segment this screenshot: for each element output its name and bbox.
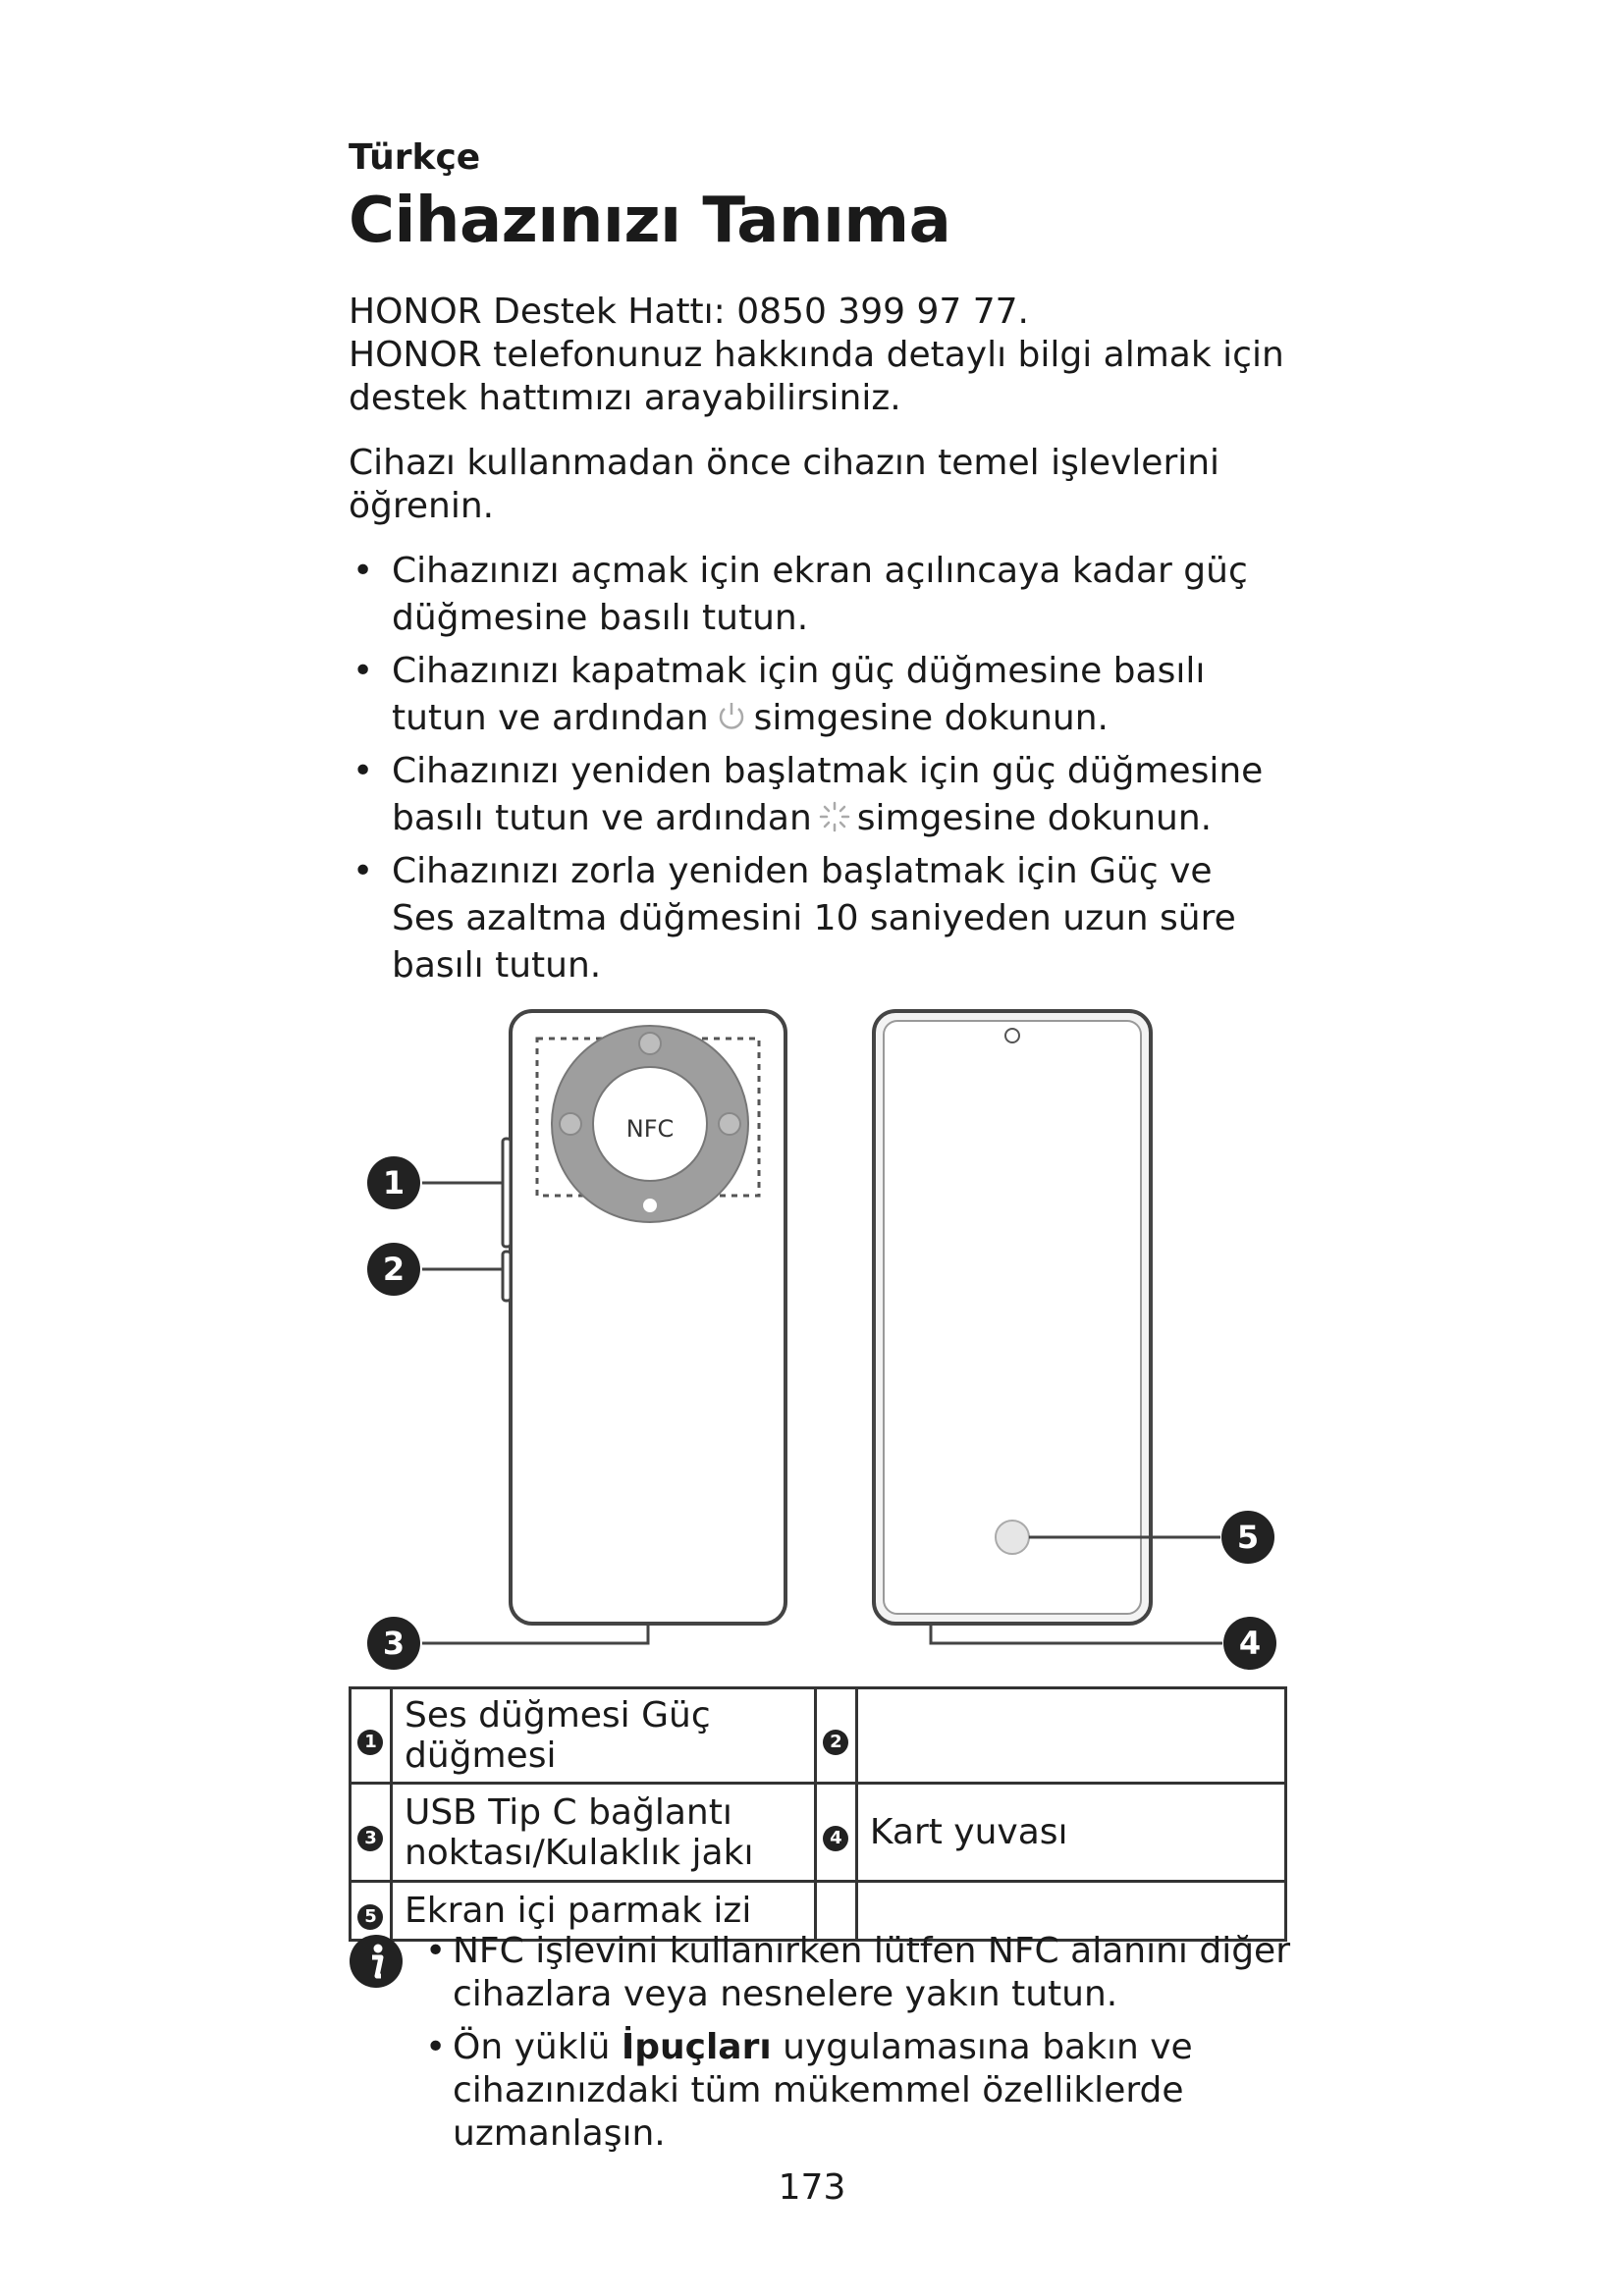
page-number: 173 [778,2167,846,2208]
phone-diagram [339,991,1301,1679]
callout-1 [367,1156,420,1209]
part-label: Kart yuvası [856,1784,1285,1882]
bullet-text: Cihazınızı zorla yeniden başlatmak için Güç ve Ses azaltma düğmesini 10 saniyeden uzun süre basılı tutun. [392,851,1236,986]
parts-table [349,1686,1287,1942]
bullet-text: Cihazınızı yeniden başlatmak için güç düğmesine basılı tutun ve ardından [392,751,1264,838]
camera-lens [560,1113,581,1135]
row-number: 5 [351,1882,392,1941]
language-label: Türkçe [349,137,481,178]
support-line: HONOR Destek Hattı: 0850 399 97 77. [349,292,1029,332]
power-button [503,1252,511,1301]
list-item [349,548,1272,642]
instruction-list [349,548,1272,995]
svg-text:1: 1 [382,1164,406,1201]
row-number: 3 [351,1784,392,1882]
bullet-text: Cihazınızı açmak için ekran açılıncaya kadar güç düğmesine basılı tutun. [392,551,1248,638]
bullet-text: simgesine dokunun. [856,798,1213,838]
table-row [351,1784,1286,1882]
restart-icon [818,800,851,833]
front-camera [1005,1029,1019,1042]
list-item [349,648,1272,742]
tips-app-name: İpuçları [621,2027,772,2067]
callout-5 [1221,1511,1274,1564]
svg-text:5: 5 [1236,1519,1260,1556]
camera-lens [719,1113,740,1135]
svg-text:3: 3 [382,1625,406,1662]
fingerprint-sensor [996,1521,1029,1554]
row-number: 2 [815,1688,856,1784]
page-title: Cihazınızı Tanıma [349,185,951,257]
row-number: 4 [815,1784,856,1882]
callout-line [931,1624,1222,1643]
callout-line [422,1624,648,1643]
callout-3 [367,1617,420,1670]
flash-icon [643,1199,657,1212]
camera-lens [639,1033,661,1054]
bullet-text: Cihazınızı kapatmak için güç düğmesine basılı tutun ve ardından [392,651,1206,738]
bullet-text: simgesine dokunun. [753,698,1109,738]
list-item: • Ön yüklü İpuçları uygulamasına bakın ve cihazınızdaki tüm mükemmel özelliklerde uzmanlaşın. [419,2026,1311,2156]
svg-text:4: 4 [1238,1625,1262,1662]
row-number: 1 [351,1688,392,1784]
part-label: USB Tip C bağlantı noktası/Kulaklık jakı [391,1784,815,1882]
list-item [349,748,1272,842]
note-list [349,1930,1311,2156]
callout-4 [1223,1617,1276,1670]
info-note [349,1930,1311,2165]
info-icon [349,1934,404,1989]
intro-paragraph: Cihazı kullanmadan önce cihazın temel işlevlerini öğrenin. [349,443,1220,526]
list-item [349,848,1272,989]
part-label: Ses düğmesi Güç düğmesi [391,1688,815,1784]
volume-button [503,1139,511,1247]
support-paragraph [349,291,1330,420]
part-label [856,1688,1285,1784]
table-row [351,1688,1286,1784]
support-description: HONOR telefonunuz hakkında detaylı bilgi almak için destek hattımızı arayabilirsiniz. [349,335,1284,418]
power-icon [715,700,748,733]
part-label: Ekran içi parmak izi [391,1882,815,1941]
svg-text:2: 2 [382,1251,406,1288]
callout-2 [367,1243,420,1296]
list-item: • NFC işlevini kullanırken lütfen NFC alanını diğer cihazlara veya nesnelere yakın tutun. [419,1930,1311,2016]
nfc-label: NFC [625,1115,675,1143]
